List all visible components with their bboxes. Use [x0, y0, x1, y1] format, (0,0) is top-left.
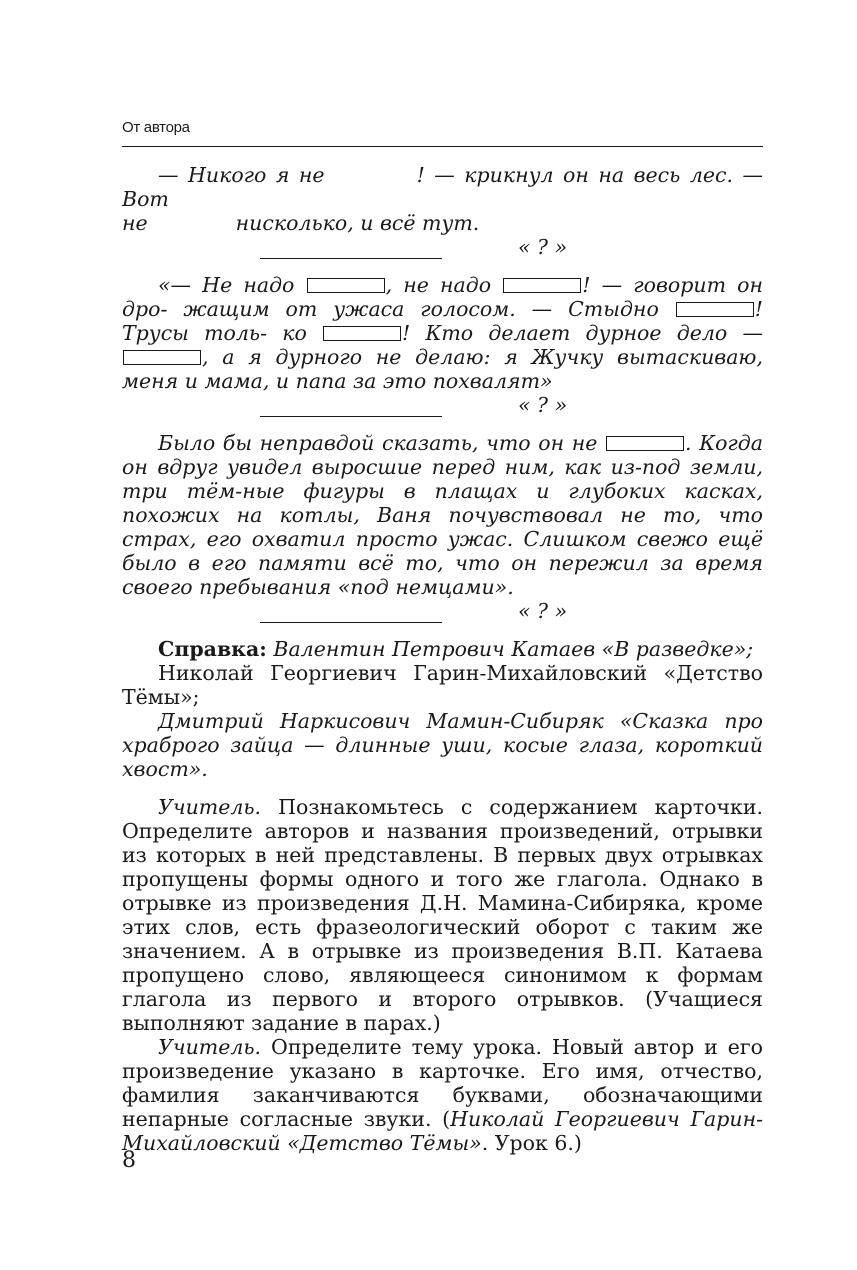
page-number: 8 — [122, 1148, 136, 1173]
excerpt-2-text: , а я дурного не делаю: я Жучку вытаскиваю, меня и мама, и папа за это похвалят» — [122, 345, 763, 393]
teacher-answer: Николай Георгиевич Гарин-Михайловский «Детство Тёмы» — [122, 1107, 763, 1155]
excerpt-1-text: нисколько, и всё тут. — [235, 211, 480, 235]
answer-mark: « ? » — [518, 235, 568, 259]
reference-label: Справка: — [158, 637, 267, 661]
answer-line-2 — [122, 393, 763, 417]
blank-box — [503, 278, 581, 293]
excerpt-2-text: ко — [282, 321, 307, 345]
running-header: От автора — [122, 119, 190, 136]
teacher-text: Познакомьтесь с содержанием карточки. Определите авторов и названия произведений, отрывки из которых в ней представлены. В первых двух отрывках пропущены формы одного и того же глагола. Однако в отрывке из произведения Д.Н. Мамина-Сибиряка, кроме этих слов, есть фразеологический оборот с таким же значением. А в отрывке из произведения В.П. Катаева пропущено слово, являющееся синонимом к формам глагола из первого и второго отрывков. (Учащиеся выполняют задание в парах.) — [122, 795, 763, 1035]
excerpt-3 — [122, 431, 763, 599]
teacher-text: Определите тему урока. Новый автор и его произведение указано в карточке. Его имя, отчество, фамилия заканчиваются буквами, обозначающими непарные согласные звуки. ( — [122, 1035, 763, 1131]
blank-box — [676, 302, 754, 317]
reference-item: Дмитрий Наркисович Мамин-Сибиряк «Сказка про храброго зайца — длинные уши, косые глаза, короткий хвост». — [122, 709, 763, 781]
reference-item: Николай Георгиевич Гарин-Михайловский «Детство Тёмы»; — [122, 661, 763, 709]
answer-mark: « ? » — [518, 599, 568, 623]
teacher-paragraph-1 — [122, 795, 763, 1035]
excerpt-2-text: ! Трусы толь- — [122, 297, 763, 345]
reference-item: Валентин Петрович Катаев «В разведке»; — [273, 637, 754, 661]
excerpt-2-text: ! Кто делает дурное дело — — [402, 321, 763, 345]
answer-blank-line — [260, 604, 442, 623]
excerpt-2-text: ! — говорит он дро- — [122, 273, 763, 321]
excerpt-1-text: ! — крикнул он на весь лес. — Вот — [122, 163, 764, 211]
teacher-label: Учитель. — [158, 1035, 262, 1059]
excerpt-2-text: , не надо — [385, 273, 492, 297]
answer-mark: « ? » — [518, 393, 568, 417]
excerpt-2 — [122, 273, 763, 393]
excerpt-1-text: не — [122, 211, 148, 235]
excerpt-3-text: Было бы неправдой сказать, что он не — [158, 431, 598, 455]
answer-line-3 — [122, 599, 763, 623]
teacher-label: Учитель. — [158, 795, 262, 819]
excerpt-2-text: жащим от ужаса голосом. — Стыдно — [183, 297, 659, 321]
answer-line-1 — [122, 235, 763, 259]
excerpt-1-text: — Никого я не — [158, 163, 325, 187]
header-rule — [122, 146, 763, 147]
answer-blank-line — [260, 240, 442, 259]
blank-box — [307, 278, 385, 293]
reference-line-1 — [122, 637, 763, 661]
teacher-text-end: . Урок 6.) — [481, 1131, 582, 1155]
excerpt-3-text: . Когда он вдруг увидел выросшие перед ним, как из-под земли, три тём-ные фигуры в плащах и глубоких касках, похожих на котлы, Ваня почувствовал не то, что страх, его охватил просто ужас. Слишком свежо ещё было в его памяти всё то, что он пережил за время своего пребывания «под немцами». — [122, 431, 763, 599]
blank-box — [123, 350, 201, 365]
teacher-paragraph-2 — [122, 1035, 763, 1155]
answer-blank-line — [260, 398, 442, 417]
blank-box — [323, 326, 401, 341]
excerpt-2-text: «— Не надо — [158, 273, 295, 297]
page-content — [122, 163, 763, 1155]
blank-box — [606, 436, 684, 451]
excerpt-1 — [122, 163, 763, 235]
